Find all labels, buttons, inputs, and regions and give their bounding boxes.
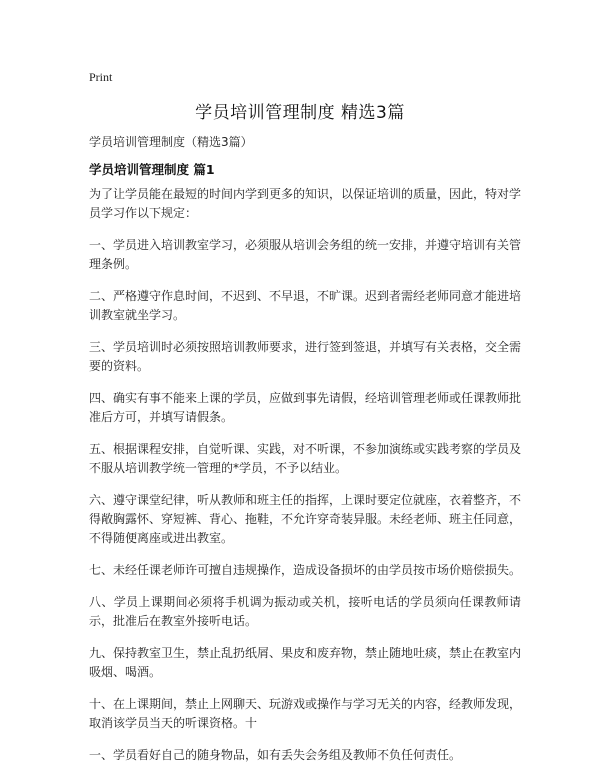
paragraph-rule-8: 八、学员上课期间必须将手机调为振动或关机，接听电话的学员须向任课教师请示，批准后在教室外接听电话。 — [89, 595, 521, 628]
document-subtitle: 学员培训管理制度（精选3篇） — [89, 135, 253, 149]
paragraph-rule-6: 六、遵守课堂纪律，听从教师和班主任的指挥，上课时要定位就座，衣着整齐，不得敞胸露怀、穿短裤、背心、拖鞋，不允许穿奇装异服。未经老师、班主任同意，不得随便离座或进出教室。 — [89, 493, 522, 545]
paragraph-intro: 为了让学员能在最短的时间内学到更多的知识，以保证培训的质量，因此，特对学员学习作以下规定： — [89, 187, 522, 220]
document-body — [89, 185, 521, 778]
paragraph-rule-5: 五、根据课程安排，自觉听课、实践，对不听课，不参加演练或实践考察的学员及不服从培训教学统一管理的*学员，不予以结业。 — [89, 442, 522, 475]
section-heading: 学员培训管理制度 篇1 — [89, 162, 215, 177]
paragraph-rule-11: 一、学员看好自己的随身物品，如有丢失会务组及教师不负任何责任。 — [89, 748, 462, 762]
paragraph-rule-9: 九、保持教室卫生，禁止乱扔纸屑、果皮和废弃物，禁止随地吐痰，禁止在教室内吸烟、喝酒。 — [89, 646, 522, 679]
paragraph-rule-10: 十、在上课期间，禁止上网聊天、玩游戏或操作与学习无关的内容，经教师发现，取消该学员当天的听课资格。十 — [89, 697, 522, 730]
paragraph-rule-4: 四、确实有事不能来上课的学员，应做到事先请假，经培训管理老师或任课教师批准后方可，并填写请假条。 — [89, 391, 522, 424]
document-title: 学员培训管理制度 精选3篇 — [195, 103, 405, 123]
paragraph-rule-2: 二、严格遵守作息时间，不迟到、不早退，不旷课。迟到者需经老师同意才能进培训教室就坐学习。 — [89, 289, 522, 322]
print-link[interactable]: Print — [89, 70, 113, 84]
paragraph-rule-3: 三、学员培训时必须按照培训教师要求，进行签到签退，并填写有关表格，交全需要的资料。 — [89, 340, 522, 373]
paragraph-rule-7: 七、未经任课老师许可擅自违规操作，造成设备损坏的由学员按市场价赔偿损失。 — [89, 563, 522, 577]
paragraph-rule-1: 一、学员进入培训教室学习，必须服从培训会务组的统一安排，并遵守培训有关管理条例。 — [89, 238, 522, 271]
